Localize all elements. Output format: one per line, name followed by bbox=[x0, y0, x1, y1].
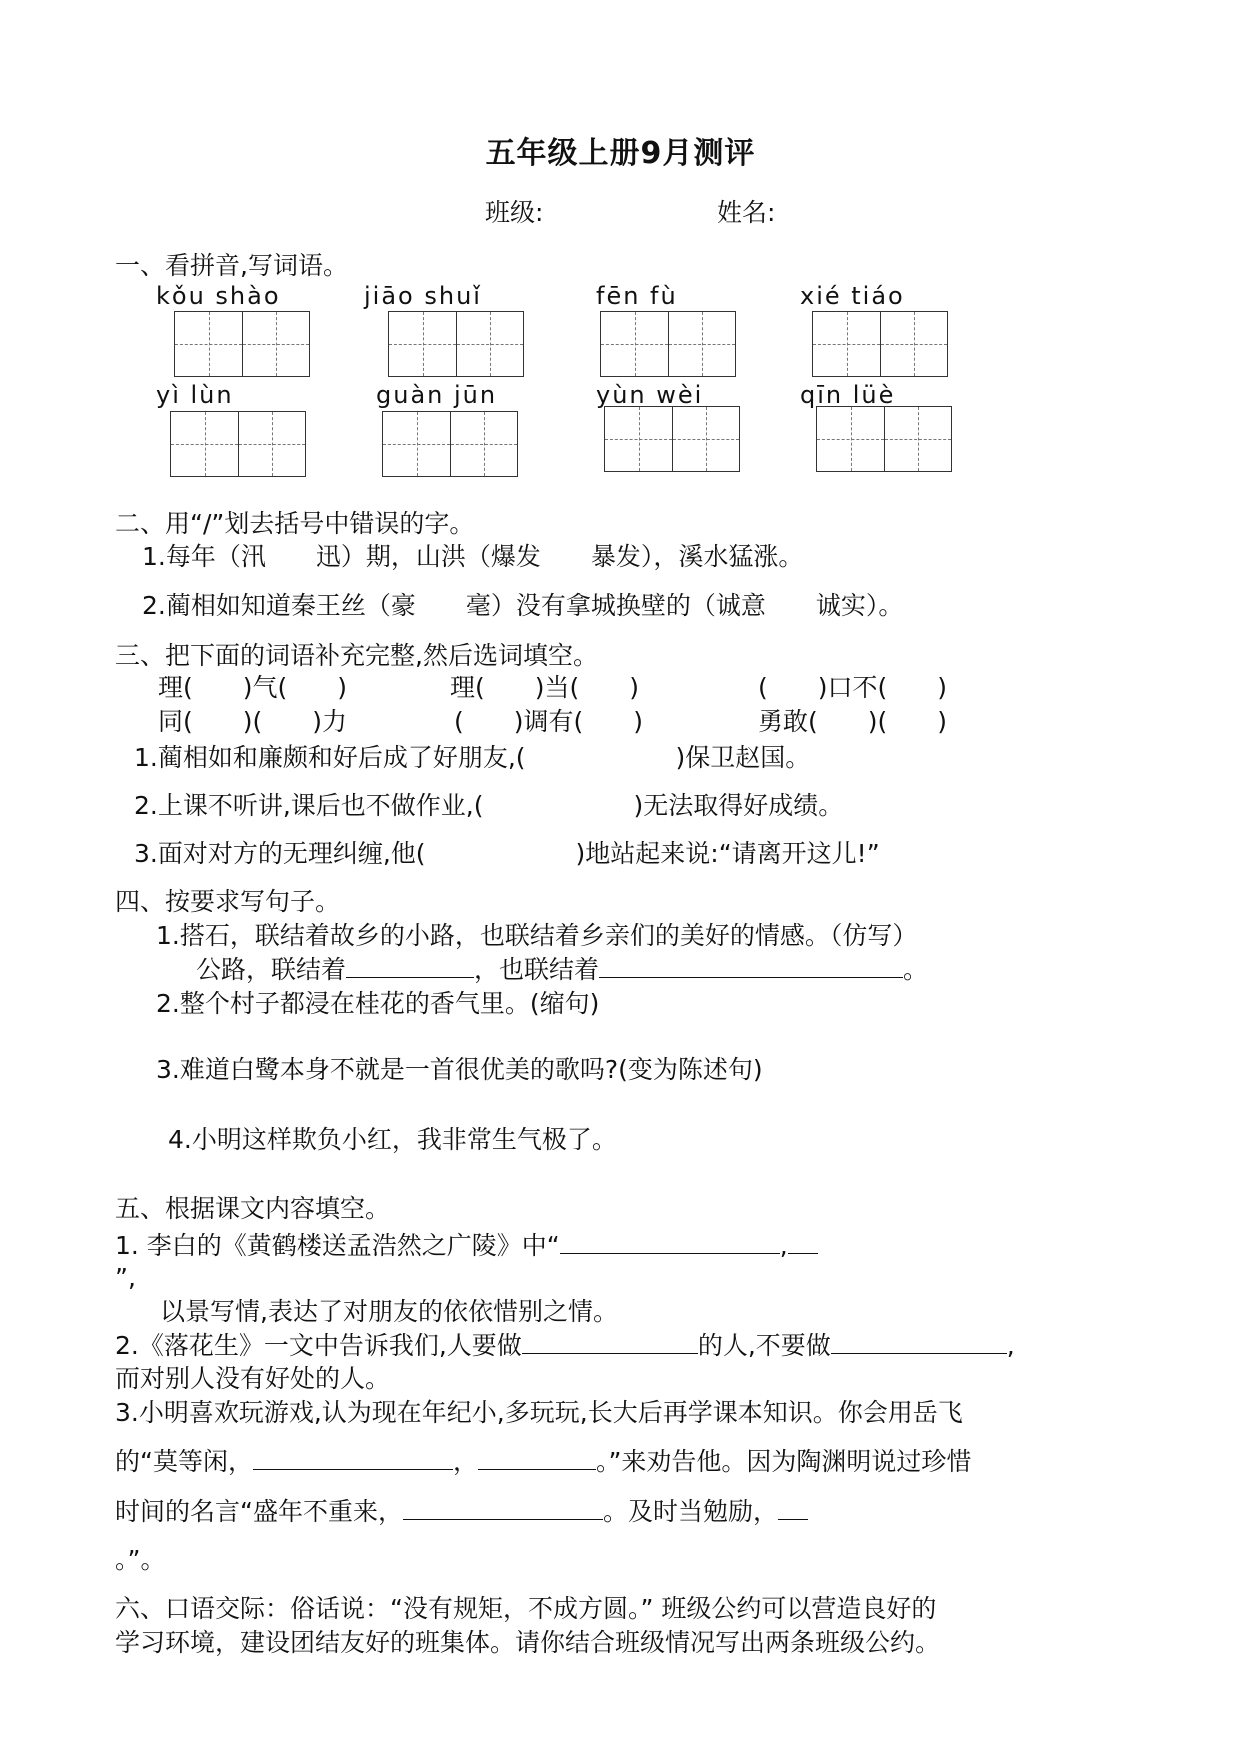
question-text: 2.蔺相如知道秦王丝（豪 毫）没有拿城换壁的（诚意 诚实）。 bbox=[142, 591, 904, 620]
grid-cell[interactable] bbox=[884, 407, 951, 471]
answer-blank[interactable] bbox=[346, 955, 474, 978]
question-text: 1.蔺相如和廉颇和好后成了好朋友,( )保卫赵国。 bbox=[134, 743, 811, 772]
question-text: 3.难道白鹭本身不就是一首很优美的歌吗?(变为陈述句) bbox=[156, 1055, 763, 1084]
class-label: 班级: bbox=[485, 198, 544, 227]
writing-grid[interactable] bbox=[604, 406, 740, 472]
pinyin-label: xié tiáo bbox=[800, 282, 905, 310]
section-6-line: 学习环境，建设团结友好的班集体。请你结合班级情况写出两条班级公约。 bbox=[115, 1628, 941, 1657]
fill-text: 2.《落花生》一文中告诉我们,人要做 bbox=[115, 1331, 522, 1360]
writing-grid[interactable] bbox=[812, 311, 948, 377]
fill-text: 1. 李白的《黄鹤楼送孟浩然之广陵》中“ bbox=[115, 1231, 560, 1260]
writing-grid[interactable] bbox=[600, 311, 736, 377]
pinyin-label: qīn lüè bbox=[800, 381, 896, 409]
fill-line bbox=[115, 1496, 808, 1528]
fill-line bbox=[115, 1230, 818, 1262]
question-text: 4.小明这样欺负小红，我非常生气极了。 bbox=[168, 1125, 617, 1154]
writing-grid[interactable] bbox=[174, 311, 310, 377]
answer-blank[interactable] bbox=[831, 1331, 1007, 1354]
section-4-heading: 四、按要求写句子。 bbox=[115, 887, 341, 916]
fill-text: 公路，联结着 bbox=[196, 955, 347, 984]
section-6-line: 六、口语交际：俗话说：“没有规矩，不成方圆。” 班级公约可以营造良好的 bbox=[115, 1594, 937, 1623]
grid-cell[interactable] bbox=[389, 312, 456, 376]
grid-cell[interactable] bbox=[817, 407, 884, 471]
pinyin-label: fēn fù bbox=[596, 282, 678, 310]
fill-text: 。 bbox=[903, 955, 929, 984]
pinyin-label: yùn wèi bbox=[596, 381, 704, 409]
fill-text: 而对别人没有好处的人。 bbox=[115, 1364, 391, 1393]
writing-grid[interactable] bbox=[388, 311, 524, 377]
fill-text: 。及时当勉励， bbox=[602, 1497, 778, 1526]
answer-blank[interactable] bbox=[522, 1331, 698, 1354]
answer-blank[interactable] bbox=[560, 1231, 780, 1254]
pinyin-label: kǒu shào bbox=[156, 282, 281, 310]
fill-text: 时间的名言“盛年不重来， bbox=[115, 1497, 403, 1526]
section-3-heading: 三、把下面的词语补充完整,然后选词填空。 bbox=[115, 641, 598, 670]
grid-cell[interactable] bbox=[601, 312, 668, 376]
name-label: 姓名: bbox=[717, 198, 776, 227]
question-text: 1.搭石，联结着故乡的小路，也联结着乡亲们的美好的情感。（仿写） bbox=[156, 921, 918, 950]
idiom-blank[interactable]: 理( )当( ) bbox=[450, 673, 640, 702]
grid-cell[interactable] bbox=[238, 412, 305, 476]
writing-grid[interactable] bbox=[170, 411, 306, 477]
pinyin-label: jiāo shuǐ bbox=[364, 282, 482, 310]
page-title: 五年级上册9月测评 bbox=[485, 136, 756, 171]
fill-text: 的“莫等闲， bbox=[115, 1447, 253, 1476]
idiom-blank[interactable]: ( )口不( ) bbox=[758, 673, 948, 702]
idiom-blank[interactable]: ( )调有( ) bbox=[454, 707, 644, 736]
grid-cell[interactable] bbox=[813, 312, 880, 376]
fill-text: 。”。 bbox=[115, 1545, 166, 1574]
writing-grid[interactable] bbox=[382, 411, 518, 477]
section-2-heading: 二、用“/”划去括号中错误的字。 bbox=[115, 509, 475, 538]
grid-cell[interactable] bbox=[242, 312, 309, 376]
grid-cell[interactable] bbox=[672, 407, 739, 471]
fill-text: ， bbox=[452, 1447, 478, 1476]
section-5-heading: 五、根据课文内容填空。 bbox=[115, 1194, 391, 1223]
section-1-heading: 一、看拼音,写词语。 bbox=[115, 251, 348, 280]
imitation-line bbox=[196, 954, 928, 986]
question-text: 3.小明喜欢玩游戏,认为现在年纪小,多玩玩,长大后再学课本知识。你会用岳飞 bbox=[115, 1398, 963, 1427]
fill-text: 。”来劝告他。因为陶渊明说过珍惜 bbox=[595, 1447, 972, 1476]
fill-text: , bbox=[1006, 1331, 1015, 1360]
fill-text: 的人,不要做 bbox=[697, 1331, 831, 1360]
answer-blank[interactable] bbox=[778, 1497, 808, 1520]
grid-cell[interactable] bbox=[175, 312, 242, 376]
answer-blank[interactable] bbox=[253, 1447, 453, 1470]
answer-blank[interactable] bbox=[403, 1497, 603, 1520]
idiom-blank[interactable]: 勇敢( )( ) bbox=[758, 707, 948, 736]
question-text: 2.整个村子都浸在桂花的香气里。(缩句) bbox=[156, 989, 600, 1018]
grid-cell[interactable] bbox=[171, 412, 238, 476]
grid-cell[interactable] bbox=[450, 412, 517, 476]
writing-grid[interactable] bbox=[816, 406, 952, 472]
grid-cell[interactable] bbox=[605, 407, 672, 471]
grid-cell[interactable] bbox=[456, 312, 523, 376]
grid-cell[interactable] bbox=[668, 312, 735, 376]
answer-blank[interactable] bbox=[788, 1231, 818, 1254]
fill-text: , bbox=[779, 1231, 788, 1260]
grid-cell[interactable] bbox=[383, 412, 450, 476]
fill-line bbox=[115, 1330, 1015, 1362]
question-text: 2.上课不听讲,课后也不做作业,( )无法取得好成绩。 bbox=[134, 791, 844, 820]
pinyin-label: yì lùn bbox=[156, 381, 234, 409]
grid-cell[interactable] bbox=[880, 312, 947, 376]
fill-text: ，也联结着 bbox=[474, 955, 600, 984]
fill-text: 以景写情,表达了对朋友的依依惜别之情。 bbox=[160, 1297, 618, 1326]
idiom-blank[interactable]: 同( )( )力 bbox=[158, 707, 348, 736]
question-text: 1.每年（汛 迅）期，山洪（爆发 暴发），溪水猛涨。 bbox=[142, 542, 804, 571]
pinyin-label: guàn jūn bbox=[376, 381, 498, 409]
idiom-blank[interactable]: 理( )气( ) bbox=[158, 673, 348, 702]
answer-blank[interactable] bbox=[478, 1447, 596, 1470]
question-text: 3.面对对方的无理纠缠,他( )地站起来说:“请离开这儿!” bbox=[134, 839, 880, 868]
fill-line bbox=[115, 1446, 971, 1478]
answer-blank[interactable] bbox=[599, 955, 903, 978]
fill-text: ”, bbox=[115, 1263, 136, 1292]
